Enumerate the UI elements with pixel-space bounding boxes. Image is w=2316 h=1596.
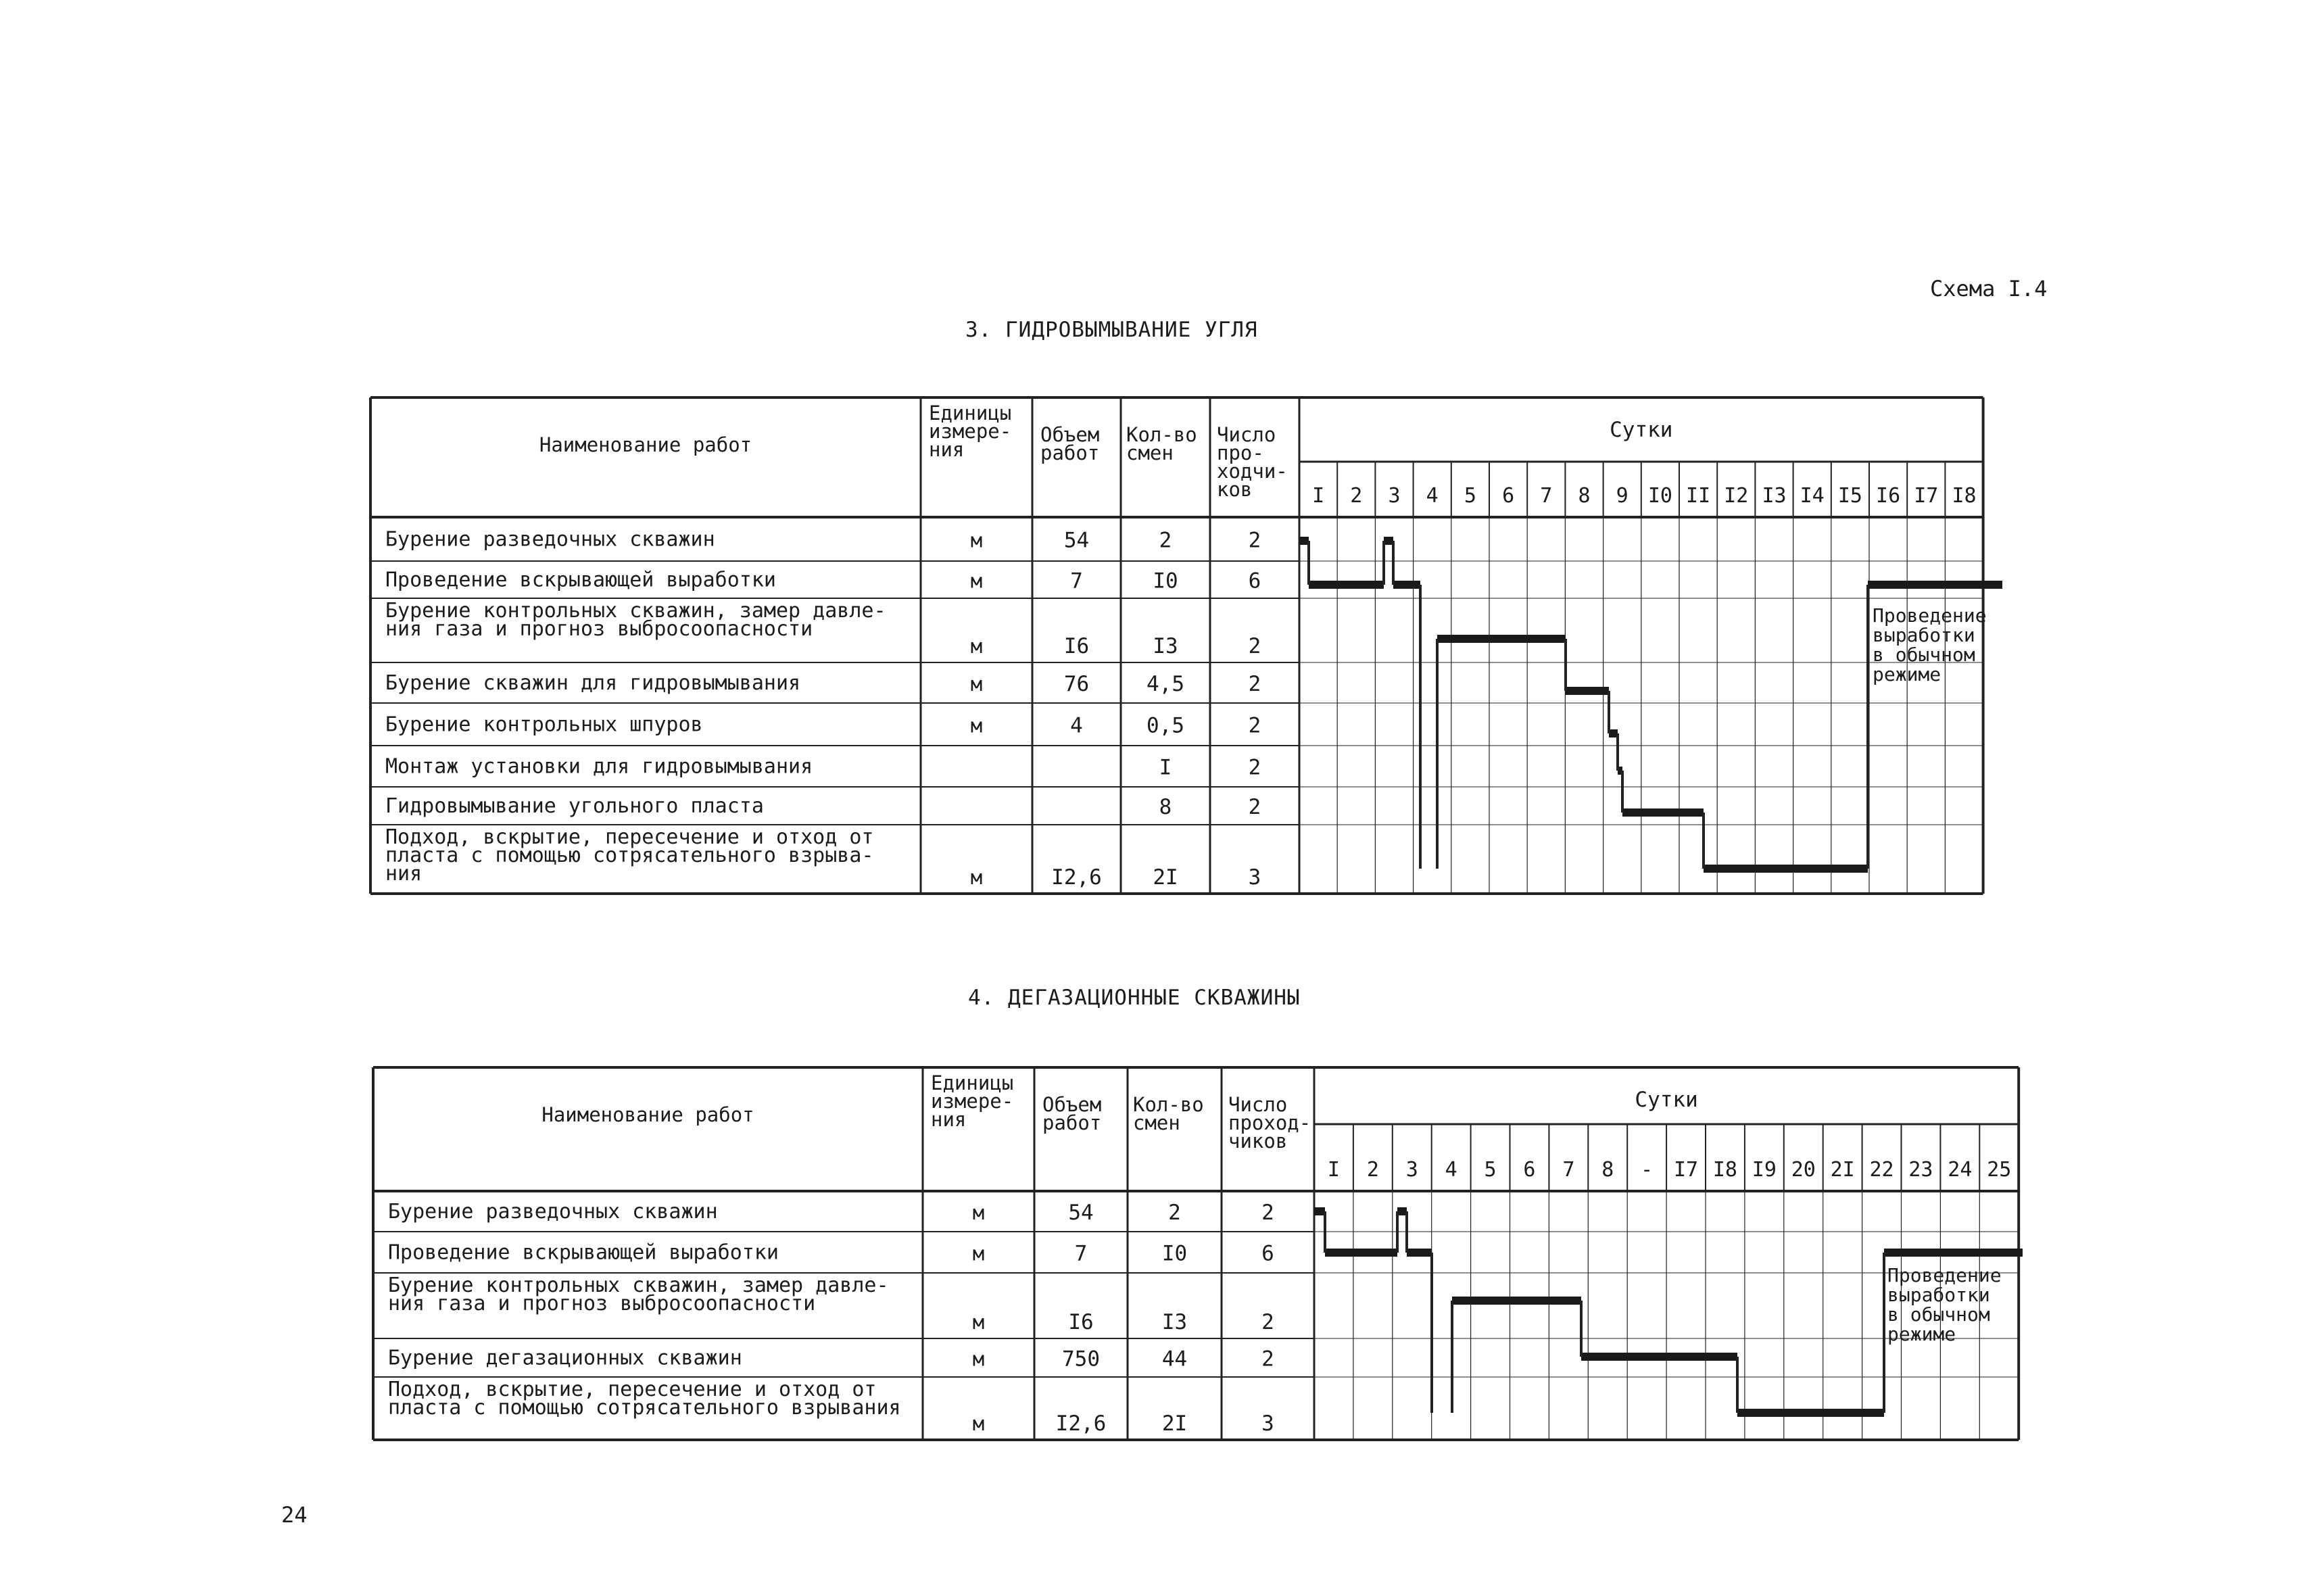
day-label: 3: [1405, 1158, 1418, 1182]
page-number: 24: [281, 1502, 308, 1528]
cell-workers: 2: [1248, 634, 1261, 658]
cell-workers: 6: [1261, 1241, 1274, 1266]
cell-unit: м: [970, 673, 983, 696]
cell-shifts: 8: [1159, 795, 1172, 819]
cell-unit: м: [970, 635, 983, 658]
work-name: Бурение контрольных скважин, замер давле-: [388, 1274, 889, 1297]
note-line: режиме: [1887, 1323, 1956, 1345]
cell-unit: м: [972, 1347, 985, 1371]
cell-unit: м: [972, 1412, 985, 1435]
work-name: Подход, вскрытие, пересечение и отход от: [388, 1378, 877, 1401]
schedule-bar: [1325, 1249, 1397, 1257]
header-volume: работ: [1040, 441, 1100, 464]
header-workers: проход-: [1228, 1111, 1311, 1134]
cell-unit: м: [972, 1201, 985, 1224]
cell-volume: 4: [1070, 713, 1083, 738]
schedule-bar: [1737, 1409, 1884, 1417]
cell-volume: I6: [1063, 634, 1090, 658]
header-days: Сутки: [1610, 418, 1673, 442]
day-label: 4: [1426, 484, 1439, 508]
cell-volume: 7: [1074, 1241, 1088, 1266]
work-name: Проведение вскрывающей выработки: [385, 568, 776, 592]
cell-workers: 2: [1261, 1201, 1274, 1225]
cell-shifts: 0,5: [1147, 713, 1184, 738]
cell-unit: м: [972, 1242, 985, 1265]
day-label: I5: [1837, 484, 1862, 508]
day-label: 2: [1366, 1158, 1379, 1182]
schedule-bar: [1314, 1207, 1325, 1215]
work-name: ния: [385, 862, 423, 886]
cell-shifts: I0: [1153, 569, 1178, 594]
note-line: в обычном: [1873, 644, 1975, 666]
day-label: I: [1312, 484, 1325, 508]
cell-shifts: 44: [1161, 1347, 1188, 1372]
header-workers: про-: [1217, 441, 1264, 464]
work-name: Монтаж установки для гидровымывания: [385, 754, 813, 779]
cell-workers: 2: [1248, 755, 1261, 780]
day-label: 8: [1578, 484, 1591, 508]
day-label: 2I: [1830, 1158, 1855, 1182]
cell-workers: 2: [1248, 528, 1261, 553]
cell-unit: м: [970, 866, 983, 889]
section-title-hydro: 3. ГИДРОВЫМЫВАНИЕ УГЛЯ: [965, 318, 1258, 342]
work-name: Бурение скважин для гидровымывания: [385, 671, 801, 695]
schedule-bar: [1884, 1249, 2023, 1257]
day-label: 5: [1464, 484, 1476, 508]
work-name: Проведение вскрывающей выработки: [388, 1240, 779, 1265]
work-name: пласта с помощью сотрясательного взрыва-: [385, 844, 874, 867]
day-label: I9: [1752, 1158, 1777, 1182]
work-name: Бурение контрольных скважин, замер давле-: [385, 599, 886, 623]
cell-volume: 54: [1063, 528, 1090, 553]
cell-shifts: I3: [1153, 634, 1178, 658]
cell-volume: I2,6: [1051, 865, 1102, 890]
note-line: выработки: [1887, 1284, 1990, 1306]
cell-shifts: I3: [1161, 1310, 1188, 1334]
note-line: выработки: [1873, 624, 1975, 646]
header-shifts: смен: [1126, 441, 1174, 464]
cell-workers: 2: [1248, 795, 1261, 819]
cell-shifts: I: [1159, 755, 1172, 780]
day-label: 4: [1445, 1158, 1457, 1182]
cell-workers: 3: [1248, 865, 1261, 890]
note-line: Проведение: [1873, 604, 1987, 627]
header-volume: Объем: [1042, 1093, 1102, 1116]
cell-shifts: 2I: [1161, 1411, 1188, 1436]
day-label: 3: [1388, 484, 1401, 508]
cell-shifts: 2: [1168, 1201, 1181, 1225]
header-workers: ков: [1217, 478, 1253, 501]
section-title-degas: 4. ДЕГАЗАЦИОННЫЕ СКВАЖИНЫ: [968, 986, 1301, 1010]
cell-volume: I6: [1068, 1310, 1094, 1334]
header-unit: Единицы: [931, 1071, 1014, 1094]
day-label: I7: [1673, 1158, 1699, 1182]
work-name: Бурение разведочных скважин: [388, 1200, 718, 1224]
note-line: Проведение: [1887, 1264, 2002, 1286]
day-label: I: [1327, 1158, 1340, 1182]
work-name: Бурение разведочных скважин: [385, 527, 715, 552]
header-shifts: Кол-во: [1126, 423, 1197, 446]
header-workers: Число: [1228, 1093, 1288, 1116]
work-name: Подход, вскрытие, пересечение и отход от: [385, 825, 874, 849]
day-label: -: [1641, 1158, 1654, 1182]
cell-workers: 2: [1248, 672, 1261, 696]
day-label: 6: [1523, 1158, 1536, 1182]
day-label: 6: [1502, 484, 1515, 508]
header-name: Наименование работ: [539, 433, 752, 456]
day-label: I3: [1762, 484, 1787, 508]
work-name: Бурение контрольных шпуров: [385, 712, 703, 737]
cell-unit: м: [970, 529, 983, 552]
schedule-bar: [1452, 1297, 1581, 1305]
day-label: I8: [1952, 484, 1977, 508]
day-label: 25: [1987, 1158, 2012, 1182]
header-name: Наименование работ: [541, 1103, 754, 1126]
header-volume: Объем: [1040, 423, 1100, 446]
cell-shifts: 4,5: [1147, 672, 1184, 696]
header-shifts: Кол-во: [1133, 1093, 1204, 1116]
header-volume: работ: [1042, 1111, 1102, 1134]
cell-workers: 3: [1261, 1411, 1274, 1436]
day-label: 7: [1540, 484, 1553, 508]
day-label: I4: [1800, 484, 1825, 508]
cell-shifts: I0: [1161, 1241, 1188, 1266]
cell-unit: м: [970, 714, 983, 737]
header-unit: ния: [931, 1108, 967, 1131]
day-label: I2: [1724, 484, 1749, 508]
header-unit: ния: [929, 438, 965, 461]
day-label: 22: [1869, 1158, 1894, 1182]
note-line: в обычном: [1887, 1303, 1990, 1326]
note-hydro: [1873, 606, 1987, 684]
day-label: I0: [1647, 484, 1672, 508]
header-workers: ходчи-: [1217, 460, 1288, 483]
cell-workers: 2: [1261, 1310, 1274, 1334]
day-label: 8: [1601, 1158, 1614, 1182]
schedule-bar: [1407, 1249, 1432, 1257]
day-label: II: [1686, 484, 1711, 508]
cell-volume: 54: [1068, 1201, 1094, 1225]
day-label: 23: [1908, 1158, 1933, 1182]
day-label: I6: [1876, 484, 1901, 508]
work-name: Бурение дегазационных скважин: [388, 1346, 742, 1370]
cell-workers: 2: [1248, 713, 1261, 738]
schedule-bar: [1581, 1353, 1737, 1361]
day-label: 9: [1616, 484, 1629, 508]
cell-workers: 2: [1261, 1347, 1274, 1372]
day-label: I8: [1712, 1158, 1738, 1182]
work-name: ния газа и прогноз выбросоопасности: [388, 1292, 816, 1315]
cell-volume: 7: [1070, 569, 1083, 594]
header-unit: измере-: [929, 420, 1012, 443]
header-unit: измере-: [931, 1090, 1014, 1113]
day-label: 7: [1562, 1158, 1575, 1182]
cell-volume: 76: [1063, 672, 1090, 696]
schedule-bar: [1397, 1207, 1407, 1215]
day-label: 2: [1350, 484, 1363, 508]
note-degas: [1887, 1265, 2002, 1344]
header-unit: Единицы: [929, 402, 1012, 425]
cell-unit: м: [970, 569, 983, 593]
work-name: Гидровымывание угольного пласта: [385, 794, 764, 818]
day-label: 20: [1791, 1158, 1816, 1182]
cell-shifts: 2I: [1153, 865, 1178, 890]
header-shifts: смен: [1133, 1111, 1180, 1134]
cell-shifts: 2: [1159, 528, 1172, 553]
header-days: Сутки: [1635, 1088, 1698, 1112]
cell-unit: м: [972, 1311, 985, 1334]
day-label: I7: [1914, 484, 1939, 508]
cell-volume: 750: [1062, 1347, 1100, 1372]
day-label: 24: [1948, 1158, 1973, 1182]
cell-volume: I2,6: [1055, 1411, 1107, 1436]
work-name: ния газа и прогноз выбросоопасности: [385, 617, 813, 641]
note-line: режиме: [1873, 663, 1941, 685]
scheme-label: Схема I.4: [1930, 276, 2048, 301]
day-label: 5: [1484, 1158, 1497, 1182]
cell-workers: 6: [1248, 569, 1261, 594]
header-workers: Число: [1217, 423, 1276, 446]
header-workers: чиков: [1228, 1130, 1288, 1153]
work-name: пласта с помощью сотрясательного взрывания: [388, 1396, 901, 1420]
